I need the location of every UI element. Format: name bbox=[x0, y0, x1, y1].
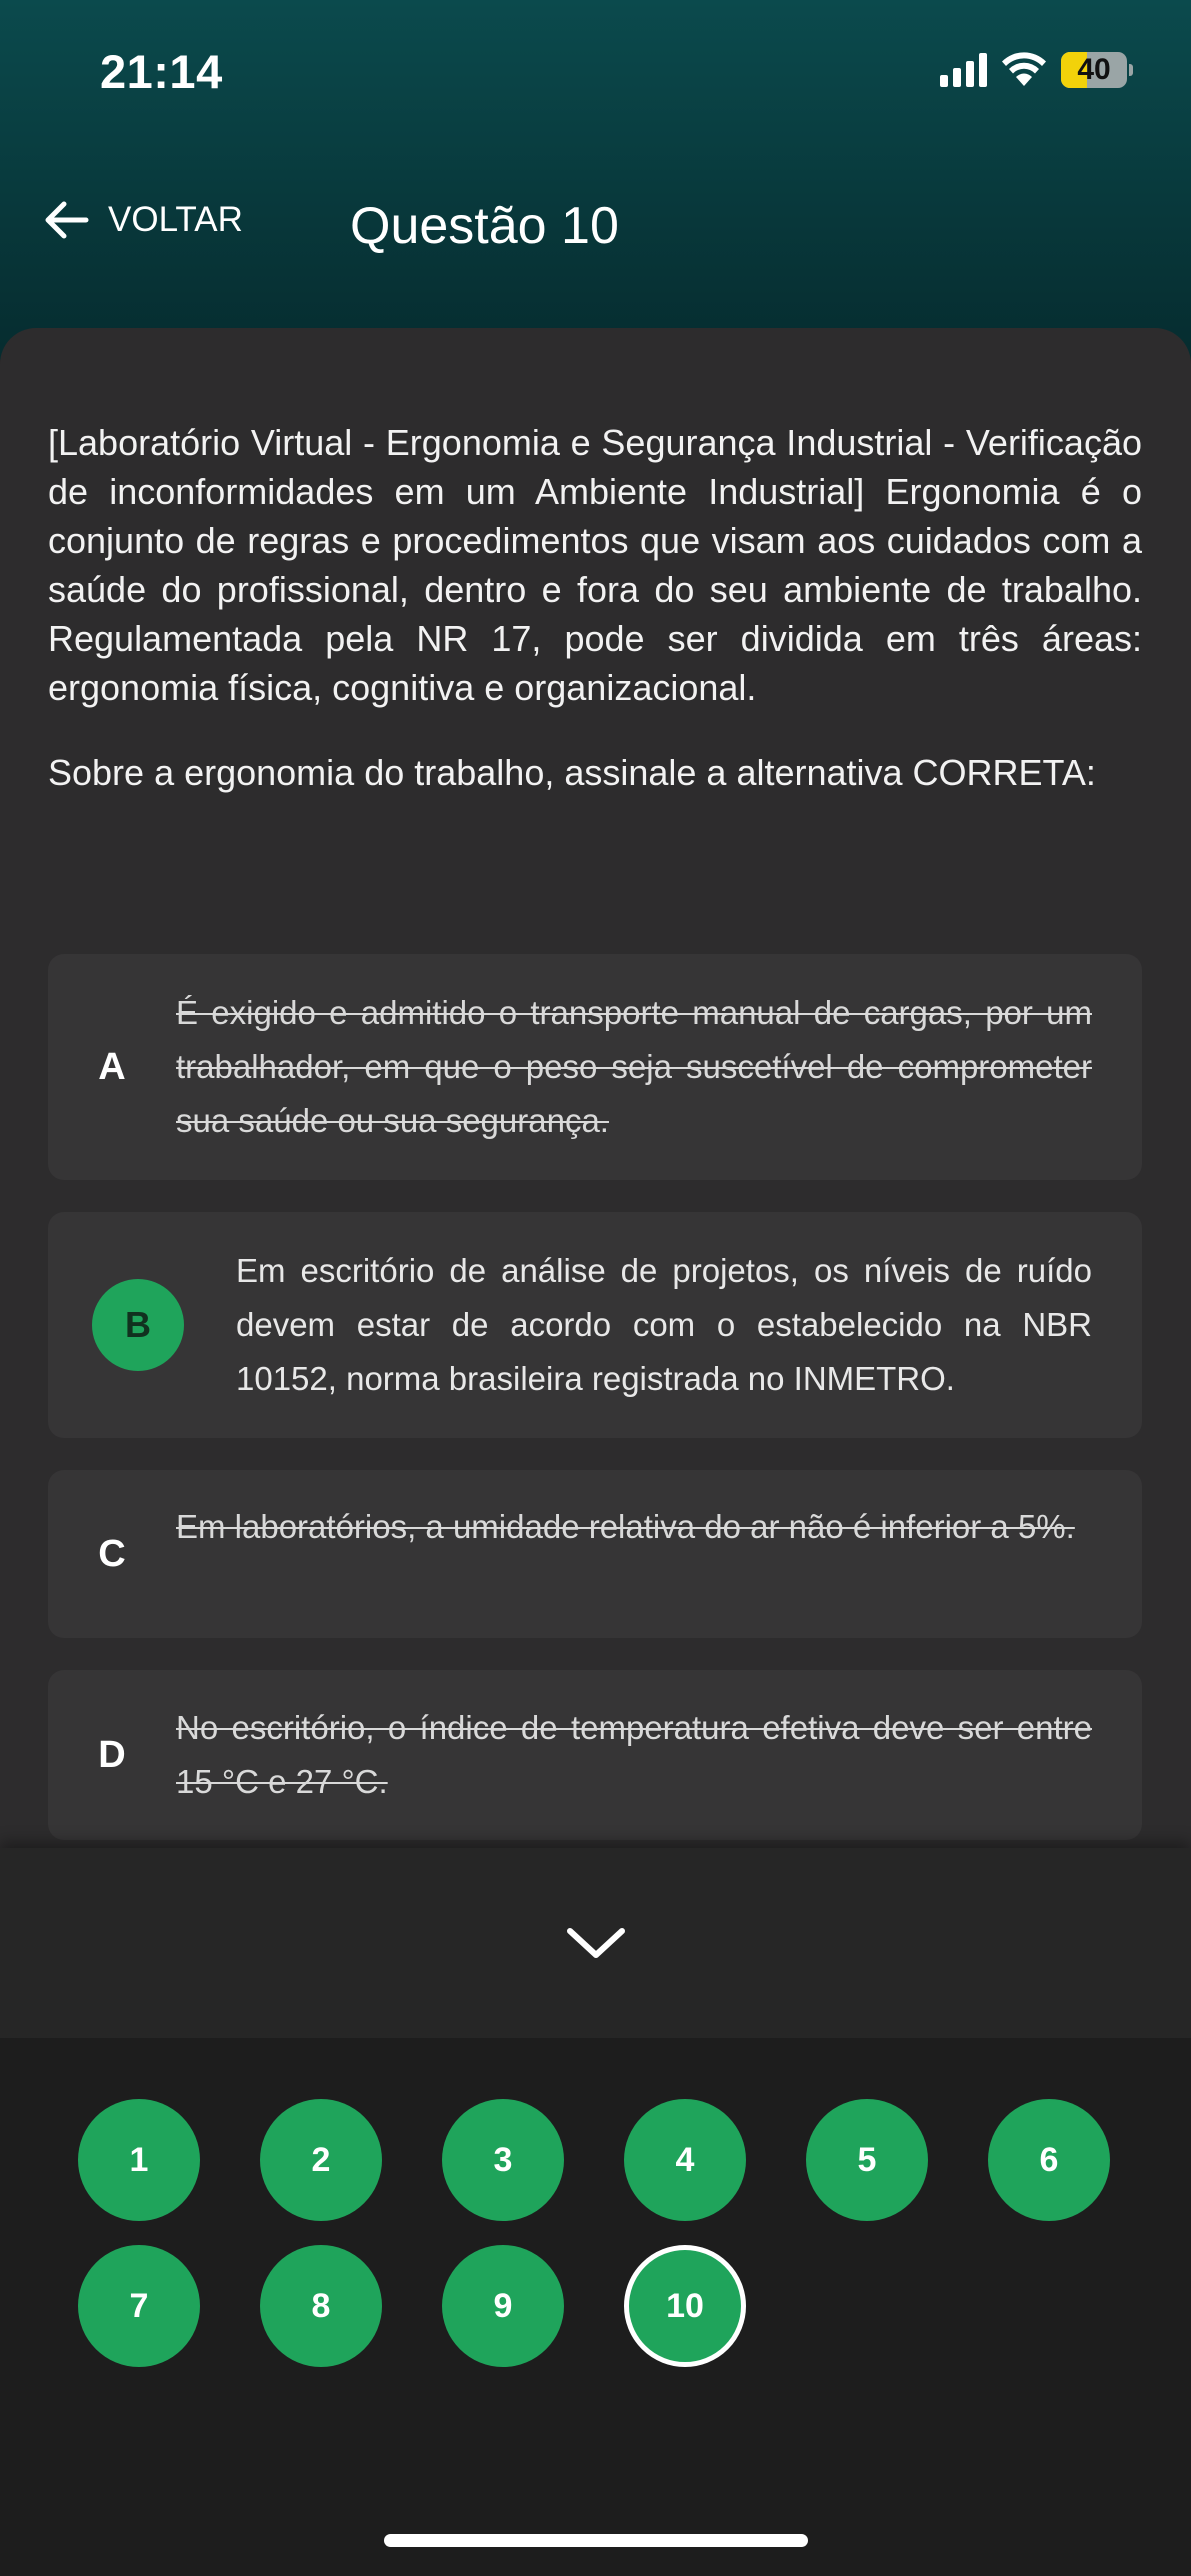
question-button-10-current[interactable]: 10 bbox=[624, 2245, 746, 2367]
option-a[interactable] bbox=[48, 954, 1142, 1180]
arrow-left-icon bbox=[42, 200, 90, 240]
question-button-6[interactable]: 6 bbox=[988, 2099, 1110, 2221]
chevron-down-icon[interactable] bbox=[566, 1925, 626, 1961]
question-button-8[interactable]: 8 bbox=[260, 2245, 382, 2367]
question-button-5[interactable]: 5 bbox=[806, 2099, 928, 2221]
option-letter: A bbox=[98, 1045, 126, 1088]
home-indicator bbox=[384, 2534, 808, 2547]
option-text: No escritório, o índice de temperatura efetiva deve ser entre 15 °C e 27 °C. bbox=[176, 1709, 1092, 1800]
question-button-3[interactable]: 3 bbox=[442, 2099, 564, 2221]
cellular-signal-icon bbox=[940, 53, 987, 87]
back-button[interactable] bbox=[42, 200, 243, 240]
question-prompt: Sobre a ergonomia do trabalho, assinale a alternativa CORRETA: bbox=[48, 752, 1096, 793]
option-text: Em laboratórios, a umidade relativa do ar não é inferior a 5%. bbox=[176, 1508, 1075, 1545]
option-b[interactable] bbox=[48, 1212, 1142, 1438]
option-c[interactable] bbox=[48, 1470, 1142, 1638]
question-nav-toggle bbox=[0, 1848, 1191, 2038]
question-button-2[interactable]: 2 bbox=[260, 2099, 382, 2221]
option-letter: D bbox=[98, 1733, 126, 1776]
option-d[interactable] bbox=[48, 1670, 1142, 1840]
question-text: [Laboratório Virtual - Ergonomia e Segurança Industrial - Verificação de inconformidades em um Ambiente Industrial] Ergonomia é o conjunto de regras e procedimentos que visam aos cuidados com a saúde do profissional, dentro e fora do seu ambiente de trabalho. Regulamentada pela NR 17, pode ser dividida em três áreas: ergonomia física, cognitiva e organizacional. bbox=[48, 422, 1142, 708]
option-text: Em escritório de análise de projetos, os níveis de ruído devem estar de acordo com o estabelecido na NBR 10152, norma brasileira registrada no INMETRO. bbox=[236, 1252, 1092, 1397]
status-time: 21:14 bbox=[100, 45, 223, 98]
option-letter-selected: B bbox=[92, 1279, 184, 1371]
question-button-4[interactable]: 4 bbox=[624, 2099, 746, 2221]
back-label: VOLTAR bbox=[108, 200, 243, 239]
status-icons bbox=[940, 52, 1133, 88]
battery-level: 40 bbox=[1077, 53, 1111, 86]
wifi-icon bbox=[1001, 52, 1047, 88]
question-button-7[interactable]: 7 bbox=[78, 2245, 200, 2367]
question-navigator bbox=[0, 2038, 1191, 2576]
battery-icon bbox=[1061, 52, 1133, 88]
page-title: Questão 10 bbox=[350, 197, 619, 255]
option-letter: C bbox=[98, 1532, 126, 1575]
question-button-9[interactable]: 9 bbox=[442, 2245, 564, 2367]
option-text: É exigido e admitido o transporte manual de cargas, por um trabalhador, em que o peso seja suscetível de comprometer sua saúde ou sua segurança. bbox=[176, 994, 1092, 1139]
question-button-1[interactable]: 1 bbox=[78, 2099, 200, 2221]
app-header bbox=[0, 0, 1191, 360]
